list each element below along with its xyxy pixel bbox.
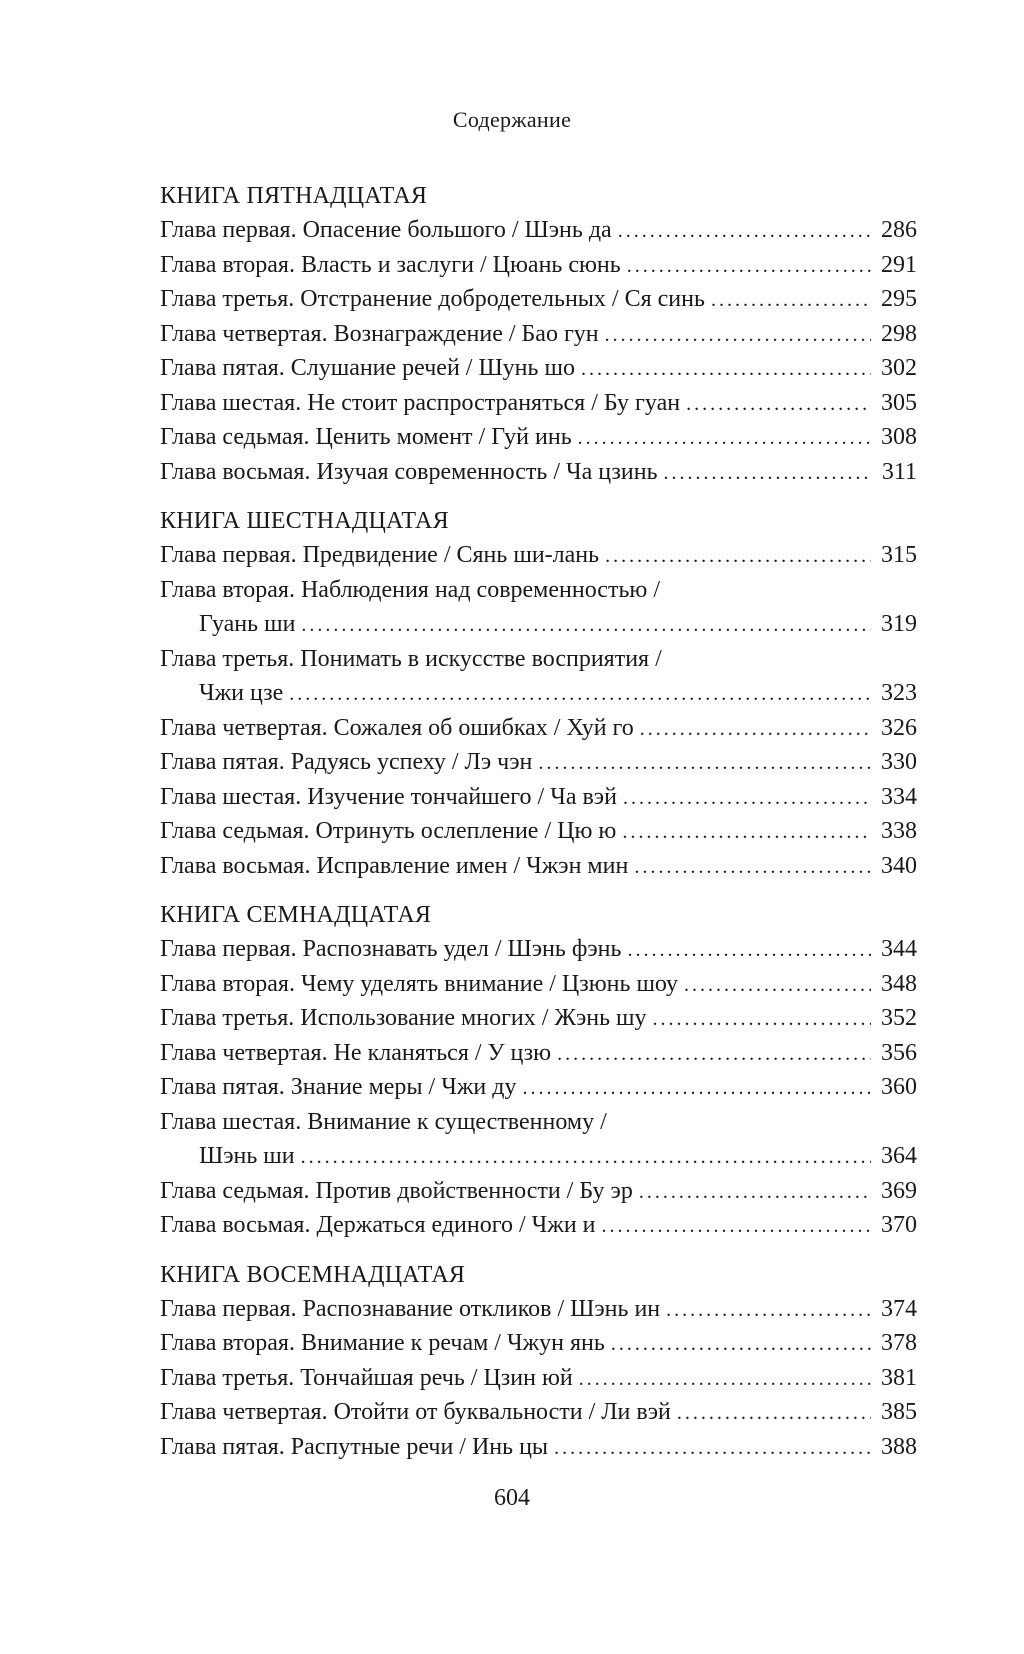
toc-entry[interactable] xyxy=(160,745,917,780)
chapter-title: Глава седьмая. Ценить момент / Гуй инь xyxy=(160,424,572,450)
toc-entry[interactable] xyxy=(160,351,917,386)
dot-leader xyxy=(666,1293,871,1328)
dot-leader xyxy=(634,850,871,885)
chapter-page-number: 330 xyxy=(881,749,917,775)
dot-leader xyxy=(605,539,871,574)
dot-leader xyxy=(684,968,871,1003)
chapter-title: Глава четвертая. Сожалея об ошибках / Хуй го xyxy=(160,714,634,741)
running-header: Содержание xyxy=(452,107,572,132)
toc-entry[interactable] xyxy=(160,711,917,746)
toc-entry[interactable] xyxy=(160,1036,917,1071)
dot-leader xyxy=(677,1396,871,1431)
table-of-contents xyxy=(160,179,917,1464)
toc-entry[interactable] xyxy=(160,849,917,884)
toc-entry[interactable] xyxy=(160,538,917,573)
toc-entry[interactable] xyxy=(160,573,917,642)
toc-entry[interactable] xyxy=(160,248,917,283)
chapter-page-number: 311 xyxy=(881,458,917,485)
dot-leader xyxy=(605,318,871,353)
dot-leader xyxy=(557,1037,871,1072)
toc-entry[interactable] xyxy=(160,1001,917,1036)
chapter-title: Глава четвертая. Не кланяться / У цзю xyxy=(160,1039,552,1066)
chapter-page-number: 295 xyxy=(881,286,917,312)
toc-entry[interactable] xyxy=(160,1174,917,1209)
chapter-page-number: 326 xyxy=(881,714,917,741)
book-heading: КНИГА ВОСЕМНАДЦАТАЯ xyxy=(160,1261,466,1288)
dot-leader xyxy=(664,456,871,491)
dot-leader xyxy=(554,1431,871,1466)
dot-leader xyxy=(653,1002,871,1037)
section-gap xyxy=(160,883,917,898)
dot-leader xyxy=(579,1362,871,1397)
toc-entry[interactable] xyxy=(160,932,917,967)
toc-entry[interactable] xyxy=(160,1326,917,1361)
chapter-page-number: 298 xyxy=(881,320,917,347)
dot-leader xyxy=(618,214,871,249)
chapter-title: Глава первая. Опасение большого / Шэнь да xyxy=(160,217,612,243)
chapter-page-number: 291 xyxy=(881,251,917,278)
chapter-title-continuation: Шэнь ши xyxy=(199,1143,295,1169)
section-gap xyxy=(160,1243,917,1258)
chapter-title: Глава восьмая. Изучая современность / Ча цзинь xyxy=(160,458,658,485)
chapter-title: Глава седьмая. Отринуть ослепление / Цю ю xyxy=(160,818,617,844)
dot-leader xyxy=(301,1140,871,1175)
toc-entry[interactable] xyxy=(160,455,917,490)
chapter-page-number: 378 xyxy=(881,1330,917,1356)
chapter-page-number: 364 xyxy=(881,1143,917,1169)
toc-entry[interactable] xyxy=(160,282,917,317)
page-number: 604 xyxy=(494,1485,530,1511)
chapter-title: Глава третья. Использование многих / Жэнь шу xyxy=(160,1005,647,1031)
book-heading: КНИГА ШЕСТНАДЦАТАЯ xyxy=(160,508,449,534)
dot-leader xyxy=(627,249,871,284)
toc-entry[interactable] xyxy=(160,967,917,1002)
toc-entry[interactable] xyxy=(160,317,917,352)
dot-leader xyxy=(301,608,871,643)
chapter-page-number: 286 xyxy=(881,217,917,243)
chapter-title: Глава пятая. Распутные речи / Инь цы xyxy=(160,1433,549,1460)
chapter-page-number: 348 xyxy=(881,970,917,997)
chapter-title: Глава шестая. Изучение тончайшего / Ча вэй xyxy=(160,783,617,810)
chapter-title: Глава первая. Распознавать удел / Шэнь фэнь xyxy=(160,936,622,962)
book-heading: КНИГА СЕМНАДЦАТАЯ xyxy=(160,902,432,928)
toc-entry[interactable] xyxy=(160,213,917,248)
section-gap xyxy=(160,489,917,504)
chapter-title: Глава первая. Предвидение / Сянь ши-лань xyxy=(160,542,600,568)
toc-entry[interactable] xyxy=(160,1361,917,1396)
dot-leader xyxy=(578,421,871,456)
chapter-title: Глава пятая. Слушание речей / Шунь шо xyxy=(160,355,575,381)
chapter-page-number: 305 xyxy=(881,389,917,416)
chapter-page-number: 323 xyxy=(881,680,917,706)
chapter-page-number: 360 xyxy=(881,1074,917,1100)
chapter-page-number: 381 xyxy=(881,1364,917,1391)
chapter-title: Глава четвертая. Вознаграждение / Бао гун xyxy=(160,320,599,347)
chapter-title: Глава пятая. Знание меры / Чжи ду xyxy=(160,1074,517,1100)
chapter-page-number: 374 xyxy=(881,1295,917,1322)
chapter-page-number: 352 xyxy=(881,1005,917,1031)
toc-entry[interactable] xyxy=(160,420,917,455)
chapter-title: Глава первая. Распознавание откликов / Шэнь ин xyxy=(160,1295,661,1322)
chapter-title: Глава третья. Тончайшая речь / Цзин юй xyxy=(160,1364,573,1391)
chapter-title: Глава третья. Отстранение добродетельных / Ся синь xyxy=(160,286,705,312)
chapter-page-number: 370 xyxy=(881,1212,917,1238)
dot-leader xyxy=(686,387,871,422)
chapter-title: Глава вторая. Чему уделять внимание / Цзюнь шоу xyxy=(160,970,679,997)
toc-entry[interactable] xyxy=(160,780,917,815)
chapter-page-number: 319 xyxy=(881,611,917,637)
chapter-title: Глава вторая. Наблюдения над современностью / xyxy=(160,576,660,603)
chapter-page-number: 315 xyxy=(881,542,917,568)
toc-entry[interactable] xyxy=(160,642,917,711)
toc-entry[interactable] xyxy=(160,814,917,849)
dot-leader xyxy=(289,677,871,712)
dot-leader xyxy=(639,1175,871,1210)
chapter-title: Глава восьмая. Держаться единого / Чжи и xyxy=(160,1212,596,1238)
dot-leader xyxy=(711,283,871,318)
dot-leader xyxy=(522,1071,871,1106)
chapter-title: Глава шестая. Не стоит распространяться / Бу гуан xyxy=(160,389,681,416)
dot-leader xyxy=(640,712,871,747)
chapter-title: Глава вторая. Внимание к речам / Чжун янь xyxy=(160,1330,605,1356)
toc-entry[interactable] xyxy=(160,1292,917,1327)
chapter-page-number: 338 xyxy=(881,818,917,844)
chapter-page-number: 334 xyxy=(881,783,917,810)
toc-entry[interactable] xyxy=(160,1395,917,1430)
toc-entry[interactable] xyxy=(160,386,917,421)
dot-leader xyxy=(611,1327,871,1362)
chapter-page-number: 385 xyxy=(881,1399,917,1425)
chapter-page-number: 340 xyxy=(881,852,917,879)
dot-leader xyxy=(581,352,871,387)
chapter-page-number: 388 xyxy=(881,1433,917,1460)
book-heading: КНИГА ПЯТНАДЦАТАЯ xyxy=(160,183,428,209)
dot-leader xyxy=(627,933,871,968)
chapter-page-number: 356 xyxy=(881,1039,917,1066)
chapter-title: Глава пятая. Радуясь успеху / Лэ чэн xyxy=(160,749,533,775)
toc-entry[interactable] xyxy=(160,1105,917,1174)
toc-entry[interactable] xyxy=(160,1430,917,1465)
chapter-title: Глава восьмая. Исправление имен / Чжэн мин xyxy=(160,852,629,879)
chapter-title-continuation: Чжи цзе xyxy=(199,680,284,706)
chapter-title: Глава шестая. Внимание к существенному / xyxy=(160,1108,607,1135)
chapter-title: Глава вторая. Власть и заслуги / Цюань сюнь xyxy=(160,251,621,278)
chapter-page-number: 369 xyxy=(881,1177,917,1204)
chapter-page-number: 344 xyxy=(881,936,917,962)
chapter-page-number: 308 xyxy=(881,424,917,450)
dot-leader xyxy=(623,781,871,816)
chapter-title: Глава четвертая. Отойти от буквальности / Ли вэй xyxy=(160,1399,671,1425)
dot-leader xyxy=(602,1209,871,1244)
chapter-title: Глава седьмая. Против двойственности / Бу эр xyxy=(160,1177,633,1204)
chapter-page-number: 302 xyxy=(881,355,917,381)
toc-entry[interactable] xyxy=(160,1070,917,1105)
toc-entry[interactable] xyxy=(160,1208,917,1243)
chapter-title-continuation: Гуань ши xyxy=(199,611,296,637)
dot-leader xyxy=(538,746,871,781)
dot-leader xyxy=(622,815,871,850)
chapter-title: Глава третья. Понимать в искусстве восприятия / xyxy=(160,645,662,672)
